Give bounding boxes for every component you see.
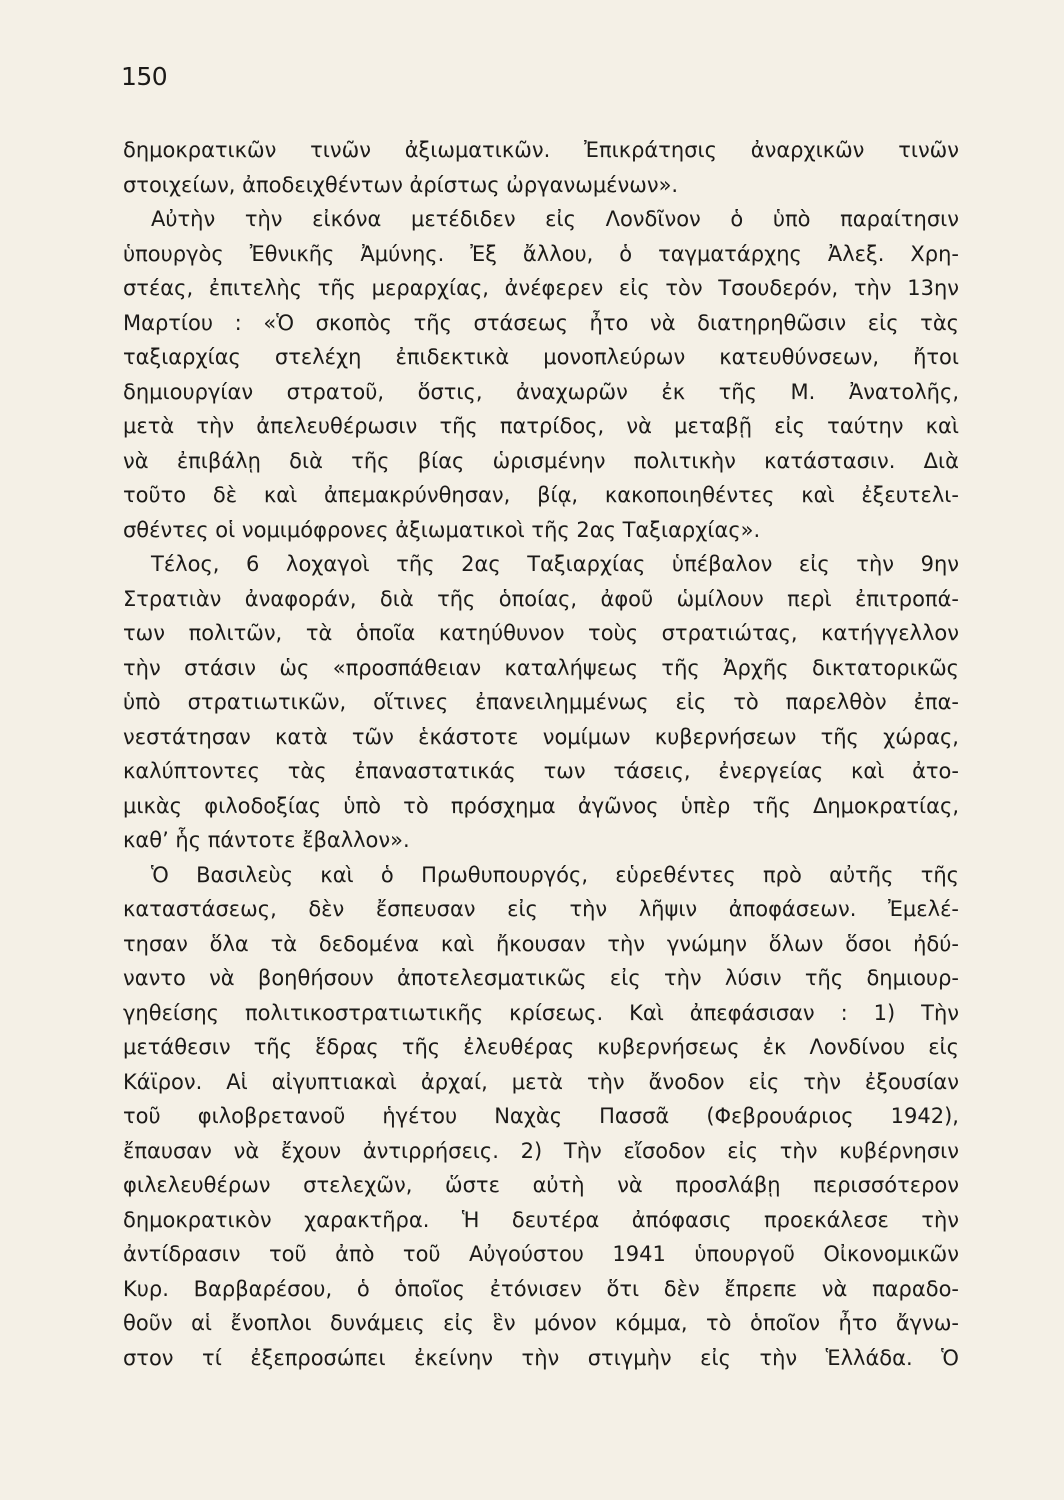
text-line: τησαν ὅλα τὰ δεδομένα καὶ ἤκουσαν τὴν γνώμην ὅλων ὅσοι ἠδύ-: [123, 931, 959, 956]
text-line: των πολιτῶν, τὰ ὁποῖα κατηύθυνον τοὺς στρατιώτας, κατήγγελλον: [123, 621, 959, 645]
text-line: δημοκρατικὸν χαρακτῆρα. Ἡ δευτέρα ἀπόφασις προεκάλεσε τὴν: [123, 1207, 959, 1232]
text-line: μετάθεσιν τῆς ἕδρας τῆς ἐλευθέρας κυβερνήσεως ἐκ Λονδίνου εἰς: [123, 1035, 959, 1059]
text-line: τοῦ φιλοβρετανοῦ ἡγέτου Ναχὰς Πασσᾶ (Φεβρουάριος 1942),: [123, 1104, 959, 1128]
text-line: ἔπαυσαν νὰ ἔχουν ἀντιρρήσεις. 2) Τὴν εἴσοδον εἰς τὴν κυβέρνησιν: [123, 1138, 959, 1163]
text-line: μικὰς φιλοδοξίας ὑπὸ τὸ πρόσχημα ἀγῶνος ὑπὲρ τῆς Δημοκρατίας,: [123, 793, 959, 818]
text-line: νὰ ἐπιβάλῃ διὰ τῆς βίας ὡρισμένην πολιτικὴν κατάστασιν. Διὰ: [123, 448, 959, 473]
text-line: ὑπουργὸς Ἐθνικῆς Ἀμύνης. Ἐξ ἄλλου, ὁ ταγματάρχης Ἀλεξ. Χρη-: [123, 241, 959, 266]
text-line: νεστάτησαν κατὰ τῶν ἑκάστοτε νομίμων κυβερνήσεων τῆς χώρας,: [123, 724, 959, 749]
text-line: ναντο νὰ βοηθήσουν ἀποτελεσματικῶς εἰς τὴν λύσιν τῆς δημιουρ-: [123, 966, 959, 990]
text-line: Τέλος, 6 λοχαγοὶ τῆς 2ας Ταξιαρχίας ὑπέβαλον εἰς τὴν 9ην: [151, 552, 959, 576]
text-line: Κυρ. Βαρβαρέσου, ὁ ὁποῖος ἐτόνισεν ὅτι δὲν ἔπρεπε νὰ παραδο-: [123, 1276, 959, 1301]
text-line: γηθείσης πολιτικοστρατιωτικῆς κρίσεως. Καὶ ἀπεφάσισαν : 1) Τὴν: [123, 1000, 959, 1025]
text-line: ταξιαρχίας στελέχη ἐπιδεκτικὰ μονοπλεύρων κατευθύνσεων, ἤτοι: [123, 345, 959, 369]
body-text: [123, 133, 959, 1375]
text-line: σθέντες οἱ νομιμόφρονες ἀξιωματικοὶ τῆς 2ας Ταξιαρχίας».: [123, 517, 761, 542]
text-line: Ὁ Βασιλεὺς καὶ ὁ Πρωθυπουργός, εὑρεθέντες πρὸ αὐτῆς τῆς: [151, 862, 959, 887]
text-line: στοιχείων, ἀποδειχθέντων ἀρίστως ὠργανωμένων».: [123, 172, 679, 197]
text-line: καλύπτοντες τὰς ἐπαναστατικάς των τάσεις, ἐνεργείας καὶ ἀτο-: [123, 759, 959, 783]
text-line: δημοκρατικῶν τινῶν ἀξιωματικῶν. Ἐπικράτησις ἀναρχικῶν τινῶν: [123, 138, 959, 162]
text-line: Μαρτίου : «Ὁ σκοπὸς τῆς στάσεως ἦτο νὰ διατηρηθῶσιν εἰς τὰς: [123, 310, 959, 335]
text-line: δημιουργίαν στρατοῦ, ὅστις, ἀναχωρῶν ἐκ τῆς Μ. Ἀνατολῆς,: [123, 379, 959, 404]
text-line: θοῦν αἱ ἔνοπλοι δυνάμεις εἰς ἓν μόνον κόμμα, τὸ ὁποῖον ἦτο ἄγνω-: [123, 1311, 959, 1335]
text-line: στέας, ἐπιτελὴς τῆς μεραρχίας, ἀνέφερεν εἰς τὸν Τσουδερόν, τὴν 13ην: [123, 276, 959, 300]
text-line: Αὐτὴν τὴν εἰκόνα μετέδιδεν εἰς Λονδῖνον ὁ ὑπὸ παραίτησιν: [151, 207, 959, 231]
text-line: μετὰ τὴν ἀπελευθέρωσιν τῆς πατρίδος, νὰ μεταβῇ εἰς ταύτην καὶ: [123, 414, 959, 438]
text-line: καθ’ ἧς πάντοτε ἔβαλλον».: [123, 828, 410, 852]
text-line: τὴν στάσιν ὡς «προσπάθειαν καταλήψεως τῆς Ἀρχῆς δικτατορικῶς: [123, 655, 959, 680]
text-line: στον τί ἐξεπροσώπει ἐκείνην τὴν στιγμὴν εἰς τὴν Ἑλλάδα. Ὁ: [123, 1345, 959, 1370]
text-line: Κάϊρον. Αἱ αἰγυπτιακαὶ ἀρχαί, μετὰ τὴν ἄνοδον εἰς τὴν ἐξουσίαν: [123, 1069, 959, 1094]
text-line: Στρατιὰν ἀναφοράν, διὰ τῆς ὁποίας, ἀφοῦ ὡμίλουν περὶ ἐπιτροπά-: [123, 586, 959, 611]
text-line: καταστάσεως, δὲν ἔσπευσαν εἰς τὴν λῆψιν ἀποφάσεων. Ἐμελέ-: [123, 897, 959, 921]
text-line: φιλελευθέρων στελεχῶν, ὥστε αὐτὴ νὰ προσλάβῃ περισσότερον: [123, 1173, 959, 1197]
text-line: ἀντίδρασιν τοῦ ἀπὸ τοῦ Αὐγούστου 1941 ὑπουργοῦ Οἰκονομικῶν: [123, 1242, 959, 1266]
text-line: ὑπὸ στρατιωτικῶν, οἵτινες ἐπανειλημμένως εἰς τὸ παρελθὸν ἐπα-: [123, 690, 959, 714]
text-line: τοῦτο δὲ καὶ ἀπεμακρύνθησαν, βίᾳ, κακοποιηθέντες καὶ ἐξευτελι-: [123, 483, 959, 507]
page-number: 150: [121, 62, 168, 91]
